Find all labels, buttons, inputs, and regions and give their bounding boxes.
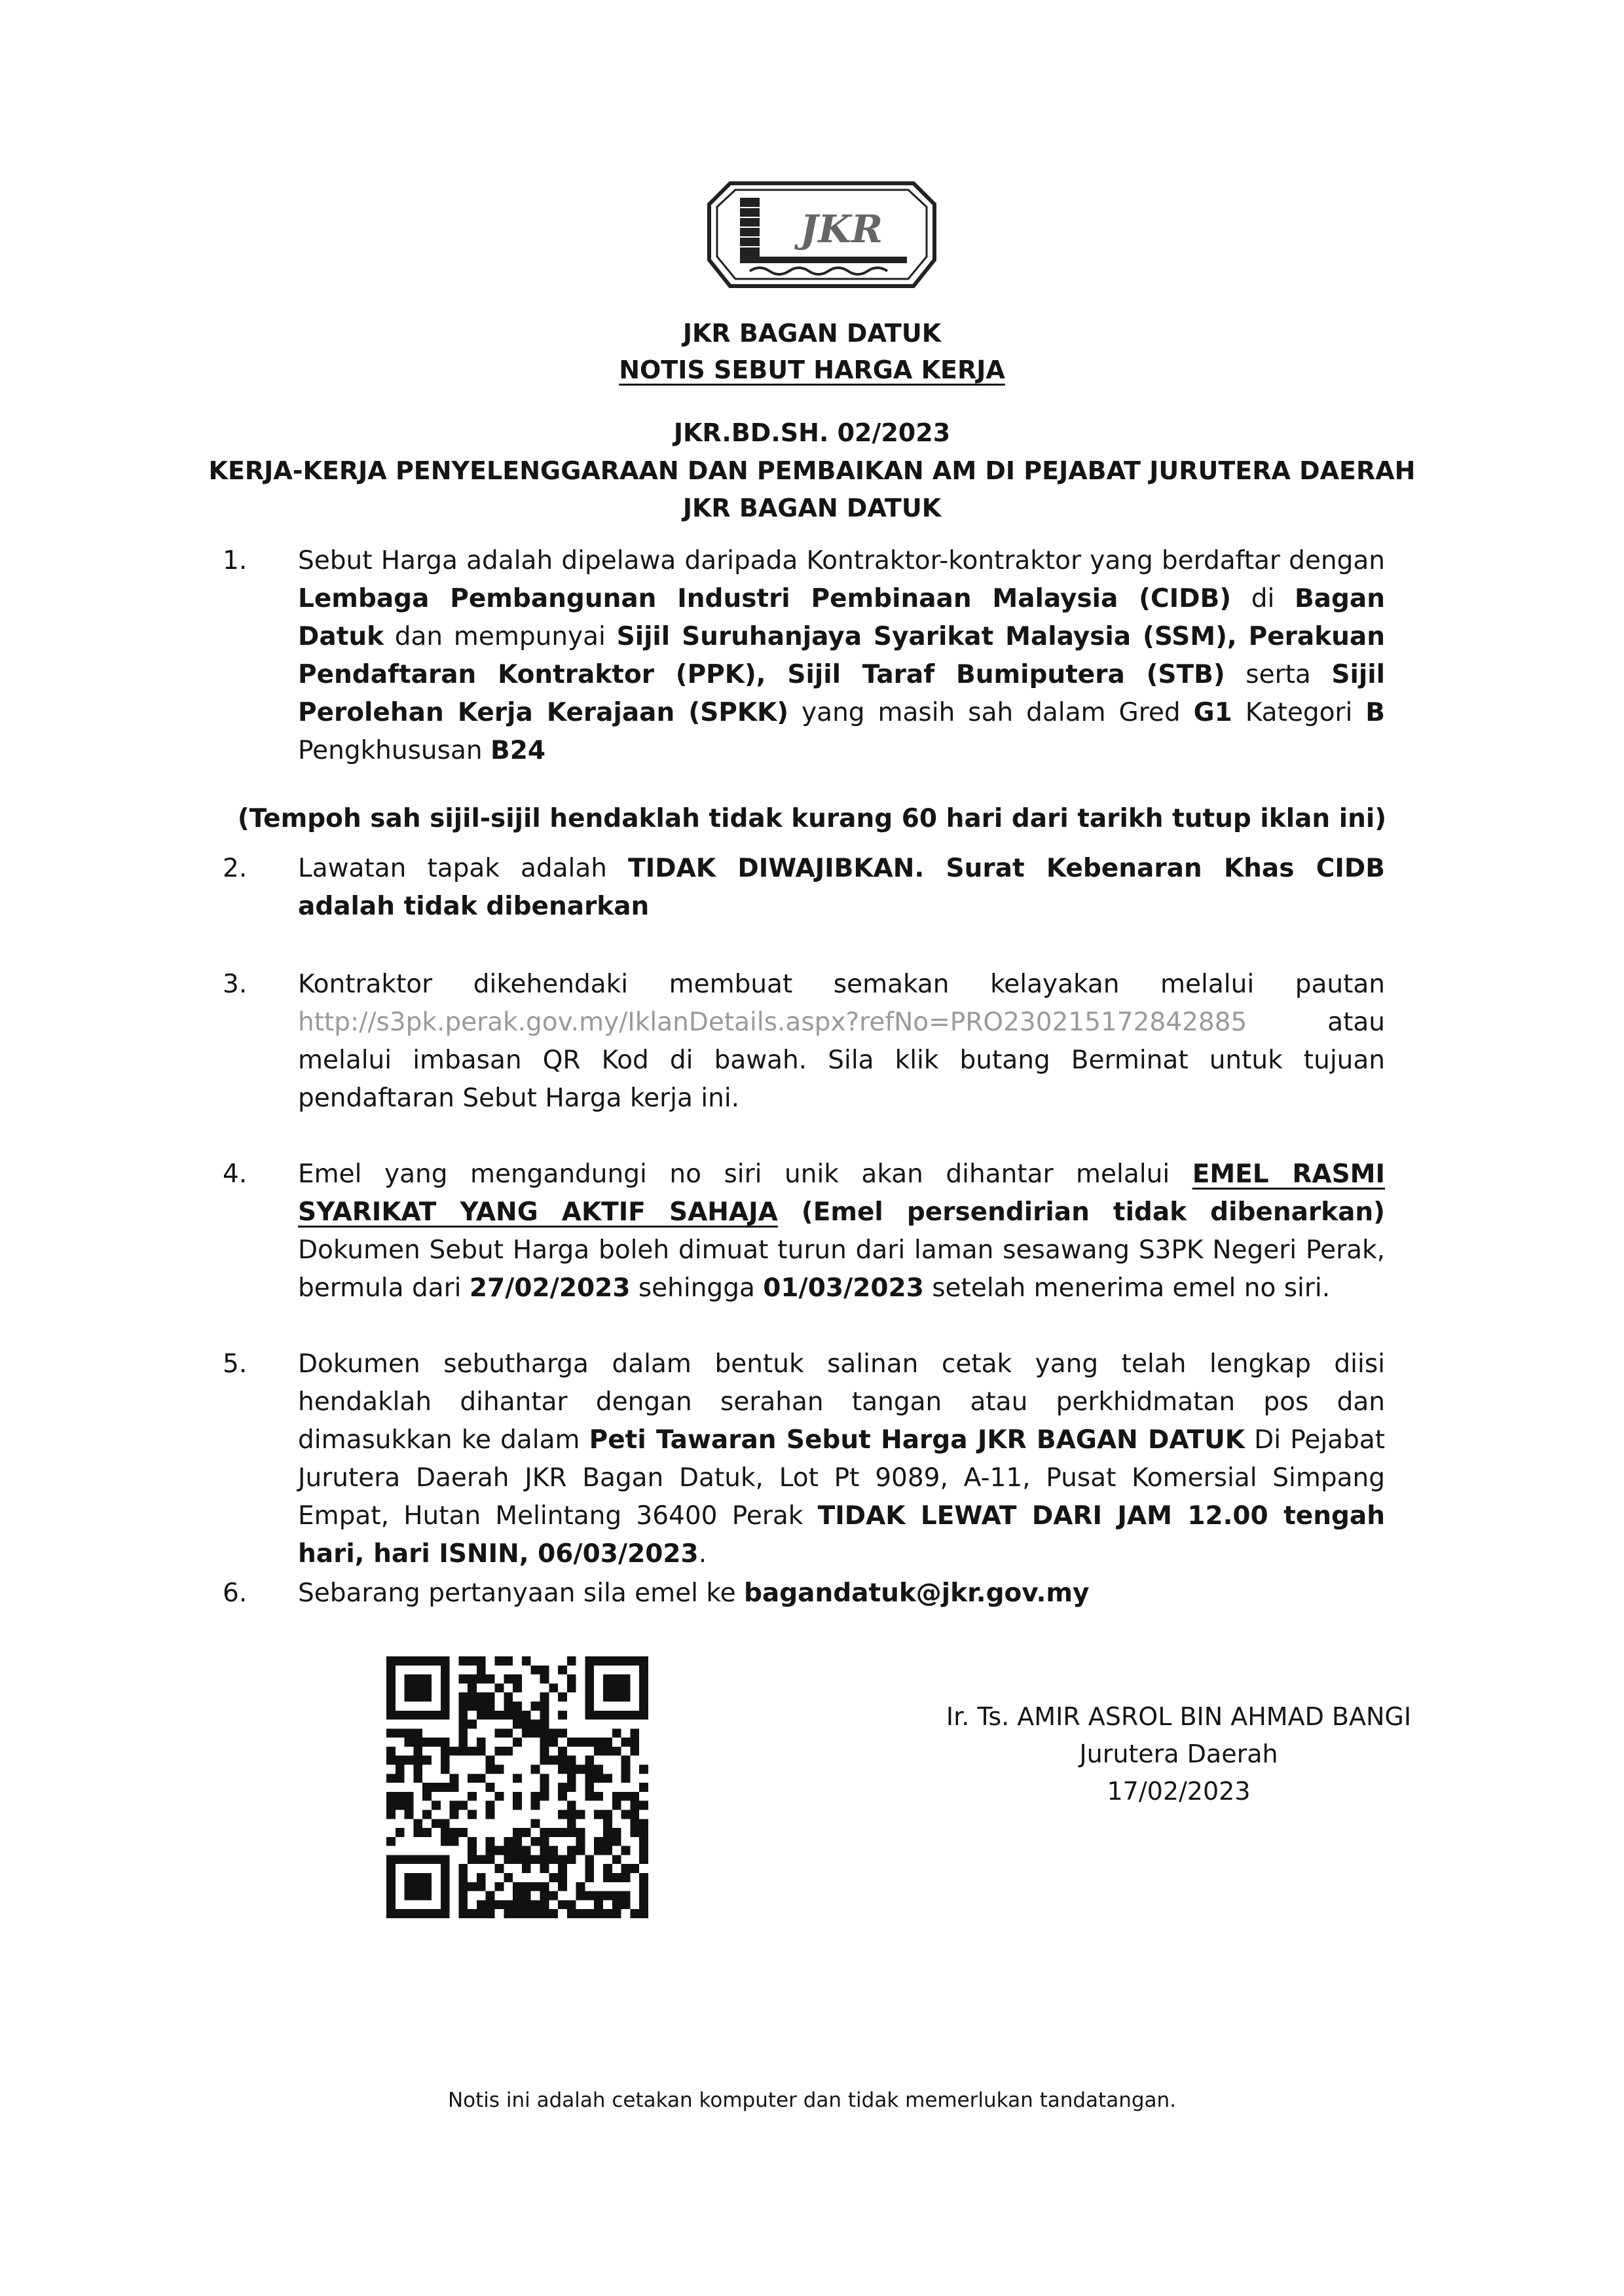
validity-note: (Tempoh sah sijil-sijil hendaklah tidak kurang 60 hari dari tarikh tutup iklan ini) xyxy=(237,804,1387,833)
item-text: Sebut Harga adalah dipelawa daripada Kontraktor-kontraktor yang berdaftar dengan Lembaga Pembangunan Industri Pembinaan Malaysia (CIDB) di Bagan Datuk dan mempunyai Sijil Suruhanjaya Syarikat Malaysia (SSM), Perakuan Pendaftaran Kontraktor (PPK), Sijil Taraf Bumiputera (STB) serta Sijil Perolehan Kerja Kerajaan (SPKK) yang masih sah dalam Gred G1 Kategori B Pengkhususan B24 xyxy=(298,546,1386,765)
item-number: 2. xyxy=(223,854,248,883)
jkr-logo xyxy=(704,178,940,293)
reference-number: JKR.BD.SH. 02/2023 xyxy=(673,418,951,447)
item-text: Dokumen sebutharga dalam bentuk salinan cetak yang telah lengkap diisi hendaklah dihantar dengan serahan tangan atau perkhidmatan pos dan dimasukkan ke dalam Peti Tawaran Sebut Harga JKR BAGAN DATUK Di Pejabat Jurutera Daerah JKR Bagan Datuk, Lot Pt 9089, A-11, Pusat Komersial Simpang Empat, Hutan Melintang 36400 Perak TIDAK LEWAT DARI JAM 12.00 tengah hari, hari ISNIN, 06/03/2023. xyxy=(298,1349,1385,1569)
signatory-name: Ir. Ts. AMIR ASROL BIN AHMAD BANGI xyxy=(946,1702,1412,1731)
item-number: 4. xyxy=(223,1159,248,1189)
s3pk-link[interactable]: http://s3pk.perak.gov.my/IklanDetails.aspx?refNo=PRO230215172842885 xyxy=(298,1008,1247,1037)
item-number: 3. xyxy=(223,970,248,999)
item-text: Kontraktor dikehendaki membuat semakan kelayakan melalui pautan http://s3pk.perak.gov.my/IklanDetails.aspx?refNo=PRO230215172842885 atau melalui imbasan QR Kod di bawah. Sila klik butang Berminat untuk tujuan pendaftaran Sebut Harga kerja ini. xyxy=(298,970,1385,1113)
project-title-line1: KERJA-KERJA PENYELENGGARAAN DAN PEMBAIKAN AM DI PEJABAT JURUTERA DAERAH xyxy=(208,456,1416,485)
qr-code[interactable] xyxy=(386,1656,648,1918)
item-number: 1. xyxy=(223,546,248,575)
office-title: JKR BAGAN DATUK xyxy=(682,319,942,348)
contact-email: bagandatuk@jkr.gov.my xyxy=(743,1578,1090,1608)
item-number: 6. xyxy=(223,1578,248,1608)
signature-date: 17/02/2023 xyxy=(1107,1777,1251,1806)
project-title-line2: JKR BAGAN DATUK xyxy=(682,494,942,522)
notice-title: NOTIS SEBUT HARGA KERJA xyxy=(619,355,1005,384)
footer-note: Notis ini adalah cetakan komputer dan tidak memerlukan tandatangan. xyxy=(447,2088,1177,2112)
item-text: Emel yang mengandungi no siri unik akan dihantar melalui EMEL RASMI SYARIKAT YANG AKTIF SAHAJA (Emel persendirian tidak dibenarkan) Dokumen Sebut Harga boleh dimuat turun dari laman sesawang S3PK Negeri Perak, bermula dari 27/02/2023 sehingga 01/03/2023 setelah menerima emel no siri. xyxy=(298,1159,1385,1303)
item-number: 5. xyxy=(223,1349,248,1379)
item-text: Sebarang pertanyaan sila emel ke bagandatuk@jkr.gov.my xyxy=(298,1578,1090,1608)
item-text: Lawatan tapak adalah TIDAK DIWAJIBKAN. Surat Kebenaran Khas CIDB adalah tidak dibenarkan xyxy=(298,854,1385,921)
signatory-position: Jurutera Daerah xyxy=(1079,1740,1278,1768)
logo-text: JKR xyxy=(800,207,883,251)
